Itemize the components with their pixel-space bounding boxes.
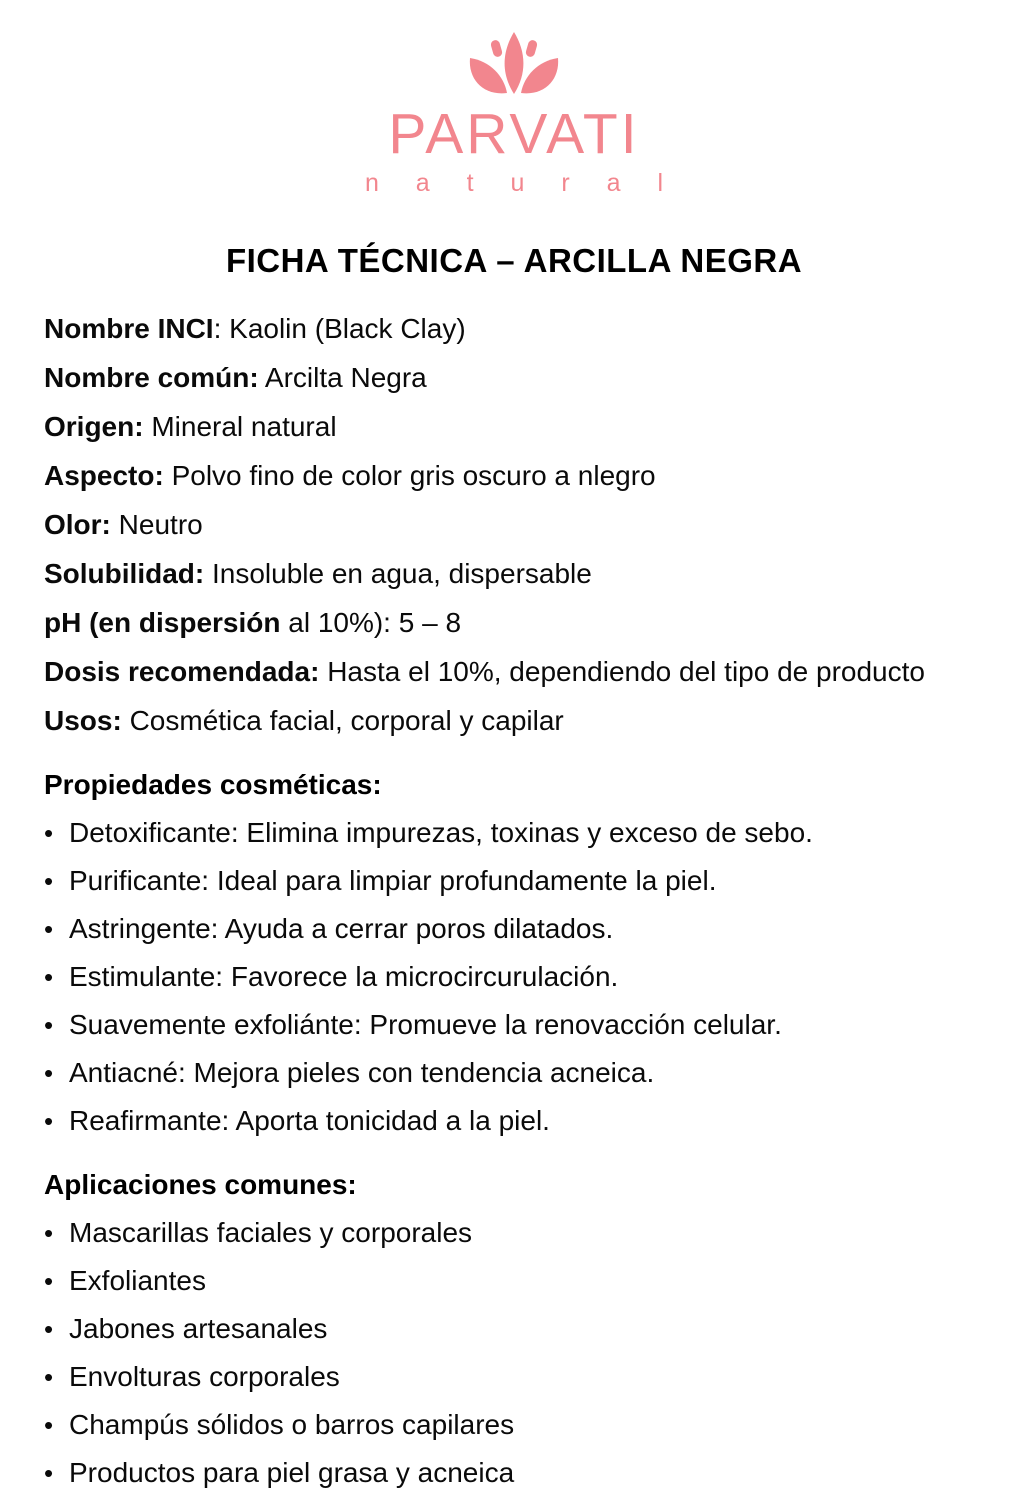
spec-row-solubilidad bbox=[44, 549, 984, 598]
spec-label: Nombre común: bbox=[44, 362, 259, 393]
spec-value: Mineral natural bbox=[143, 411, 337, 442]
spec-row-dosis bbox=[44, 647, 984, 696]
lotus-icon bbox=[453, 30, 575, 102]
spec-value: Hasta el 10%, dependiendo del tipo de producto bbox=[319, 656, 925, 687]
propiedades-list bbox=[44, 809, 984, 1145]
spec-row-olor bbox=[44, 500, 984, 549]
bullet-icon: • bbox=[44, 1410, 54, 1440]
spec-value: Cosmética facial, corporal y capilar bbox=[121, 705, 564, 736]
spec-label: Olor: bbox=[44, 509, 111, 540]
spec-row-aspecto bbox=[44, 451, 984, 500]
bullet-icon: • bbox=[44, 1218, 54, 1248]
list-item bbox=[44, 1353, 984, 1401]
list-item bbox=[44, 1449, 984, 1497]
spec-row-nombre-comun bbox=[44, 353, 984, 402]
list-item bbox=[44, 1001, 984, 1049]
list-item bbox=[44, 1097, 984, 1145]
list-item-text: Antiacné: Mejora pieles con tendencia acneica. bbox=[69, 1057, 655, 1088]
spec-value: Arcilta Negra bbox=[258, 362, 427, 393]
bullet-icon: • bbox=[44, 1458, 54, 1488]
spec-value: : Kaolin (Black Clay) bbox=[213, 313, 466, 344]
bullet-icon: • bbox=[44, 866, 54, 896]
spec-label: pH (en dispersión bbox=[44, 607, 281, 638]
bullet-icon: • bbox=[44, 1058, 54, 1088]
list-item bbox=[44, 1401, 984, 1449]
list-item bbox=[44, 1209, 984, 1257]
list-item-text: Exfoliantes bbox=[69, 1265, 206, 1296]
brand-name: PARVATI bbox=[388, 102, 640, 166]
list-item-text: Purificante: Ideal para limpiar profundamente la piel. bbox=[69, 865, 717, 896]
spec-value: Insoluble en agua, dispersable bbox=[204, 558, 592, 589]
bullet-icon: • bbox=[44, 1362, 54, 1392]
list-item bbox=[44, 857, 984, 905]
list-item bbox=[44, 809, 984, 857]
list-item-text: Jabones artesanales bbox=[69, 1313, 328, 1344]
list-item-text: Astringente: Ayuda a cerrar poros dilatados. bbox=[69, 913, 614, 944]
spec-value: al 10%): 5 – 8 bbox=[280, 607, 462, 638]
spec-value: Polvo fino de color gris oscuro a nlegro bbox=[163, 460, 656, 491]
spec-row-origen bbox=[44, 402, 984, 451]
spec-label: Nombre INCI bbox=[44, 313, 214, 344]
bullet-icon: • bbox=[44, 1010, 54, 1040]
list-item-text: Mascarillas faciales y corporales bbox=[69, 1217, 473, 1248]
spec-label: Aspecto: bbox=[44, 460, 164, 491]
list-item bbox=[44, 953, 984, 1001]
list-item-text: Detoxificante: Elimina impurezas, toxinas y exceso de sebo. bbox=[69, 817, 813, 848]
spec-label: Origen: bbox=[44, 411, 144, 442]
spec-label: Usos: bbox=[44, 705, 122, 736]
list-item-text: Estimulante: Favorece la microcircurulación. bbox=[69, 961, 619, 992]
list-item-text: Champús sólidos o barros capilares bbox=[69, 1409, 515, 1440]
spec-list bbox=[44, 304, 984, 745]
brand-logo bbox=[44, 30, 984, 198]
brand-tagline: n a t u r a l bbox=[364, 169, 679, 197]
spec-row-ph bbox=[44, 598, 984, 647]
bullet-icon: • bbox=[44, 818, 54, 848]
bullet-icon: • bbox=[44, 1106, 54, 1136]
list-item-text: Productos para piel grasa y acneica bbox=[69, 1457, 515, 1488]
bullet-icon: • bbox=[44, 1266, 54, 1296]
list-item bbox=[44, 1305, 984, 1353]
spec-label: Solubilidad: bbox=[44, 558, 205, 589]
spec-row-nombre-inci bbox=[44, 304, 984, 353]
spec-label: Dosis recomendada: bbox=[44, 656, 320, 687]
list-item bbox=[44, 1257, 984, 1305]
spec-row-usos bbox=[44, 696, 984, 745]
section-heading-aplicaciones: Aplicaciones comunes: bbox=[44, 1169, 357, 1200]
bullet-icon: • bbox=[44, 914, 54, 944]
spec-value: Neutro bbox=[110, 509, 203, 540]
bullet-icon: • bbox=[44, 962, 54, 992]
list-item-text: Envolturas corporales bbox=[69, 1361, 340, 1392]
bullet-icon: • bbox=[44, 1314, 54, 1344]
list-item-text: Reafirmante: Aporta tonicidad a la piel. bbox=[69, 1105, 550, 1136]
list-item bbox=[44, 905, 984, 953]
section-heading-propiedades: Propiedades cosméticas: bbox=[44, 769, 382, 800]
aplicaciones-list bbox=[44, 1209, 984, 1497]
page-title: FICHA TÉCNICA – ARCILLA NEGRA bbox=[225, 242, 803, 279]
list-item bbox=[44, 1049, 984, 1097]
list-item-text: Suavemente exfoliánte: Promueve la renovacción celular. bbox=[69, 1009, 782, 1040]
